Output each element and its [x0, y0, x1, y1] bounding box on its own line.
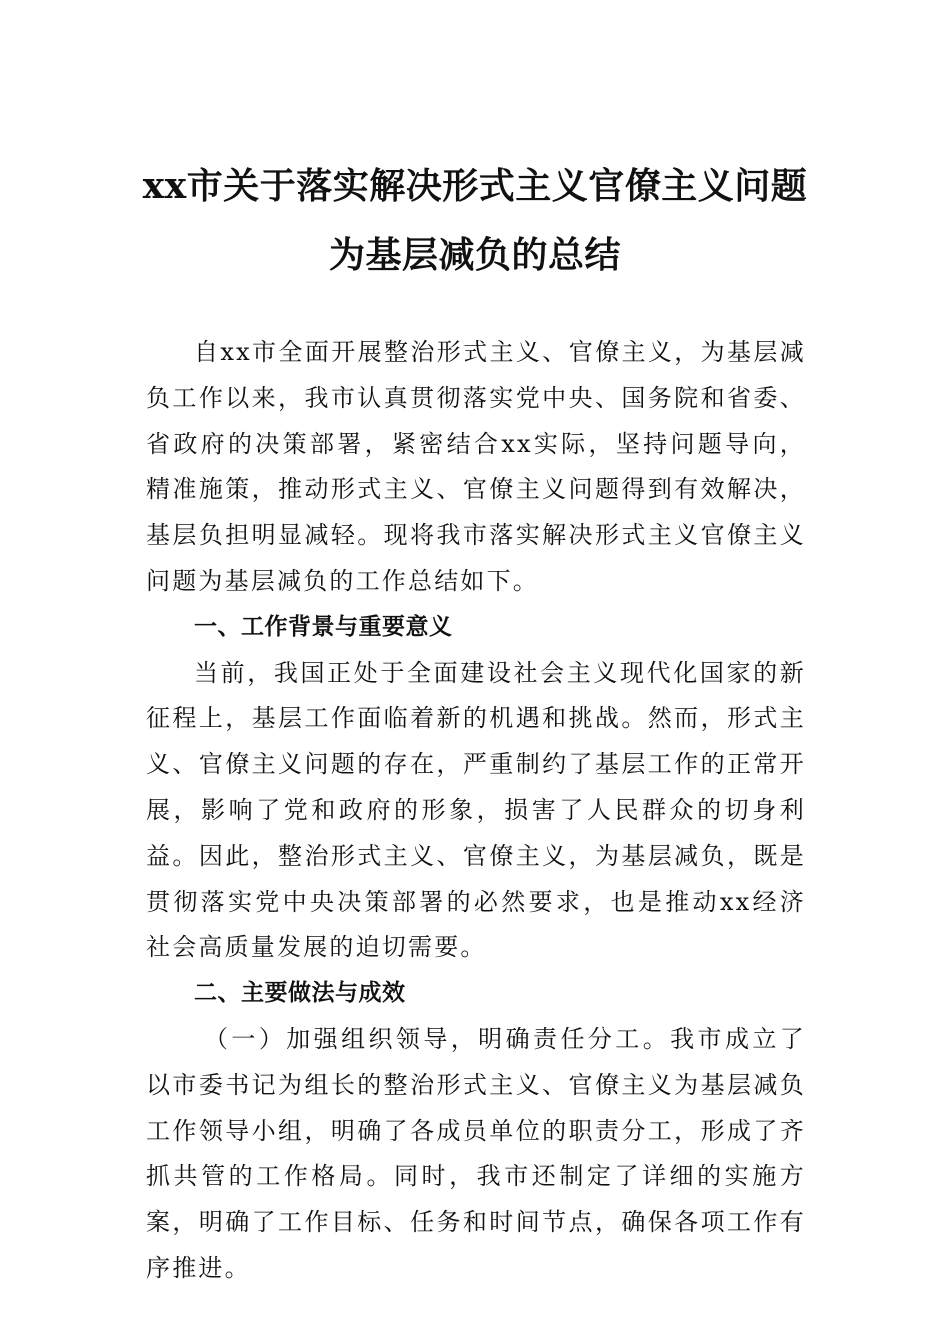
document-title-line-2: 为基层减负的总结: [328, 234, 621, 276]
section-heading-background: 一、工作背景与重要意义: [194, 613, 453, 640]
section-heading-practices: 二、主要做法与成效: [194, 980, 406, 1007]
practices-paragraph-1: （一）加强组织领导，明确责任分工。我市成立了以市委书记为组长的整治形式主义、官僚主义为基层减负工作领导小组，明确了各成员单位的职责分工，形成了齐抓共管的工作格局。同时，我市还制定了详细的实施方案，明确了工作目标、任务和时间节点，确保各项工作有序推进。: [146, 1024, 806, 1282]
document-title-line-1: xx市关于落实解决形式主义官僚主义问题: [142, 165, 808, 207]
background-paragraph: 当前，我国正处于全面建设社会主义现代化国家的新征程上，基层工作面临着新的机遇和挑战。然而，形式主义、官僚主义问题的存在，严重制约了基层工作的正常开展，影响了党和政府的形象，损害了人民群众的切身利益。因此，整治形式主义、官僚主义，为基层减负，既是贯彻落实党中央决策部署的必然要求，也是推动xx经济社会高质量发展的迫切需要。: [146, 658, 806, 962]
intro-paragraph: 自xx市全面开展整治形式主义、官僚主义，为基层减负工作以来，我市认真贯彻落实党中央、国务院和省委、省政府的决策部署，紧密结合xx实际，坚持问题导向，精准施策，推动形式主义、官僚主义问题得到有效解决，基层负担明显减轻。现将我市落实解决形式主义官僚主义问题为基层减负的工作总结如下。: [146, 338, 806, 595]
document-body: [146, 330, 806, 1292]
